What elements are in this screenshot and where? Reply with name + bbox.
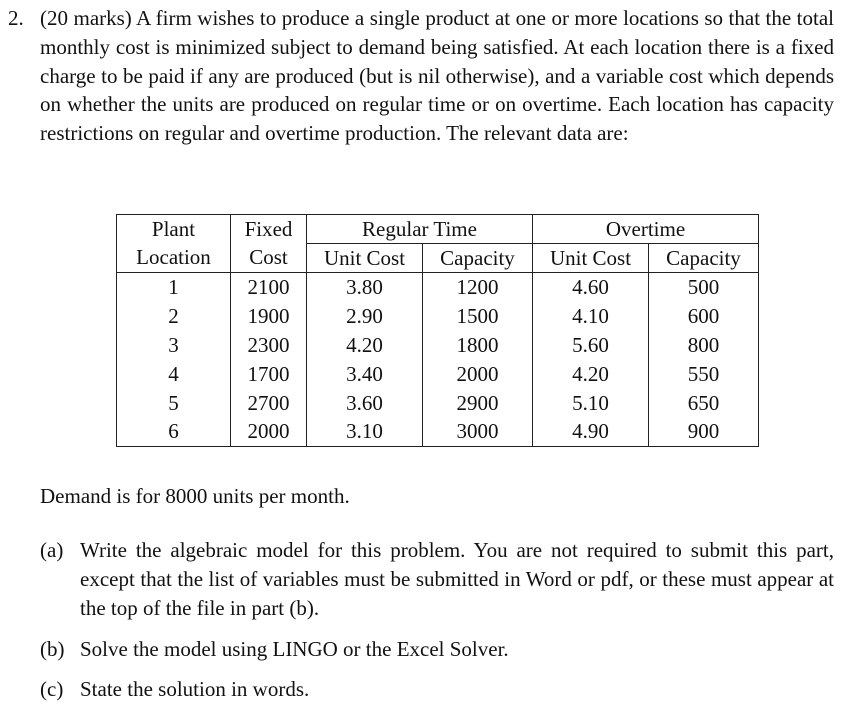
cell-location: 4 — [117, 360, 231, 389]
cell-reg-cap: 1500 — [423, 302, 533, 331]
cell-fixed: 2700 — [231, 389, 307, 418]
question-parts — [40, 536, 834, 704]
part-label: (a) — [40, 538, 64, 562]
cell-location: 5 — [117, 389, 231, 418]
cell-reg-cost: 2.90 — [307, 302, 423, 331]
question-part-a — [40, 536, 834, 622]
cell-location: 6 — [117, 418, 231, 447]
table-header-row-sub — [117, 244, 759, 273]
header-ot-capacity: Capacity — [649, 244, 759, 273]
cell-fixed: 2300 — [231, 331, 307, 360]
cell-reg-cost: 3.40 — [307, 360, 423, 389]
problem-intro: (20 marks) A firm wishes to produce a single product at one or more locations so that the total monthly cost is minimized subject to demand being satisfied. At each location there is a fixed charge to be paid if any are produced (but is nil otherwise), and a variable cost which depends on whether the units are produced on regular time or on overtime. Each location has capacity restrictions on regular and overtime production. The relevant data are: — [40, 6, 834, 146]
demand-statement: Demand is for 8000 units per month. — [40, 484, 350, 508]
header-location: Location — [117, 244, 231, 273]
part-text: Solve the model using LINGO or the Excel Solver. — [80, 637, 509, 662]
cell-reg-cost: 3.60 — [307, 389, 423, 418]
table-row — [117, 418, 759, 447]
header-cost: Cost — [231, 244, 307, 273]
header-fixed: Fixed — [231, 215, 307, 244]
part-text: Write the algebraic model for this problem. You are not required to submit this part, except that the list of variables must be submitted in Word or pdf, or these must appear at the top of the file in part (b). — [80, 538, 834, 620]
table-row — [117, 389, 759, 418]
cell-reg-cap: 1200 — [423, 273, 533, 302]
cell-ot-cost: 5.10 — [533, 389, 649, 418]
cell-ot-cap: 800 — [649, 331, 759, 360]
cell-ot-cost: 4.60 — [533, 273, 649, 302]
header-overtime: Overtime — [533, 215, 759, 244]
question-part-b — [40, 635, 834, 664]
cell-location: 3 — [117, 331, 231, 360]
table-header-row-top — [117, 215, 759, 244]
problem-statement — [8, 4, 834, 148]
plant-data-table-wrap — [116, 214, 759, 447]
cell-ot-cap: 600 — [649, 302, 759, 331]
part-label: (c) — [40, 677, 64, 702]
cell-ot-cap: 900 — [649, 418, 759, 447]
question-part-c — [40, 675, 834, 704]
cell-ot-cap: 650 — [649, 389, 759, 418]
cell-ot-cost: 5.60 — [533, 331, 649, 360]
cell-fixed: 2000 — [231, 418, 307, 447]
cell-location: 2 — [117, 302, 231, 331]
cell-reg-cost: 3.10 — [307, 418, 423, 447]
plant-data-table — [116, 214, 759, 447]
table-row — [117, 331, 759, 360]
header-plant: Plant — [117, 215, 231, 244]
header-ot-unit-cost: Unit Cost — [533, 244, 649, 273]
header-reg-capacity: Capacity — [423, 244, 533, 273]
header-regular-time: Regular Time — [307, 215, 533, 244]
cell-reg-cap: 3000 — [423, 418, 533, 447]
cell-ot-cap: 550 — [649, 360, 759, 389]
cell-fixed: 2100 — [231, 273, 307, 302]
cell-fixed: 1700 — [231, 360, 307, 389]
table-row — [117, 302, 759, 331]
cell-reg-cap: 1800 — [423, 331, 533, 360]
cell-ot-cap: 500 — [649, 273, 759, 302]
problem-number: 2. — [8, 6, 24, 30]
cell-reg-cap: 2900 — [423, 389, 533, 418]
cell-location: 1 — [117, 273, 231, 302]
table-row — [117, 273, 759, 302]
cell-reg-cost: 4.20 — [307, 331, 423, 360]
cell-ot-cost: 4.20 — [533, 360, 649, 389]
header-reg-unit-cost: Unit Cost — [307, 244, 423, 273]
part-label: (b) — [40, 637, 65, 662]
cell-fixed: 1900 — [231, 302, 307, 331]
cell-reg-cost: 3.80 — [307, 273, 423, 302]
cell-ot-cost: 4.10 — [533, 302, 649, 331]
cell-ot-cost: 4.90 — [533, 418, 649, 447]
part-text: State the solution in words. — [80, 677, 310, 702]
table-row — [117, 360, 759, 389]
cell-reg-cap: 2000 — [423, 360, 533, 389]
